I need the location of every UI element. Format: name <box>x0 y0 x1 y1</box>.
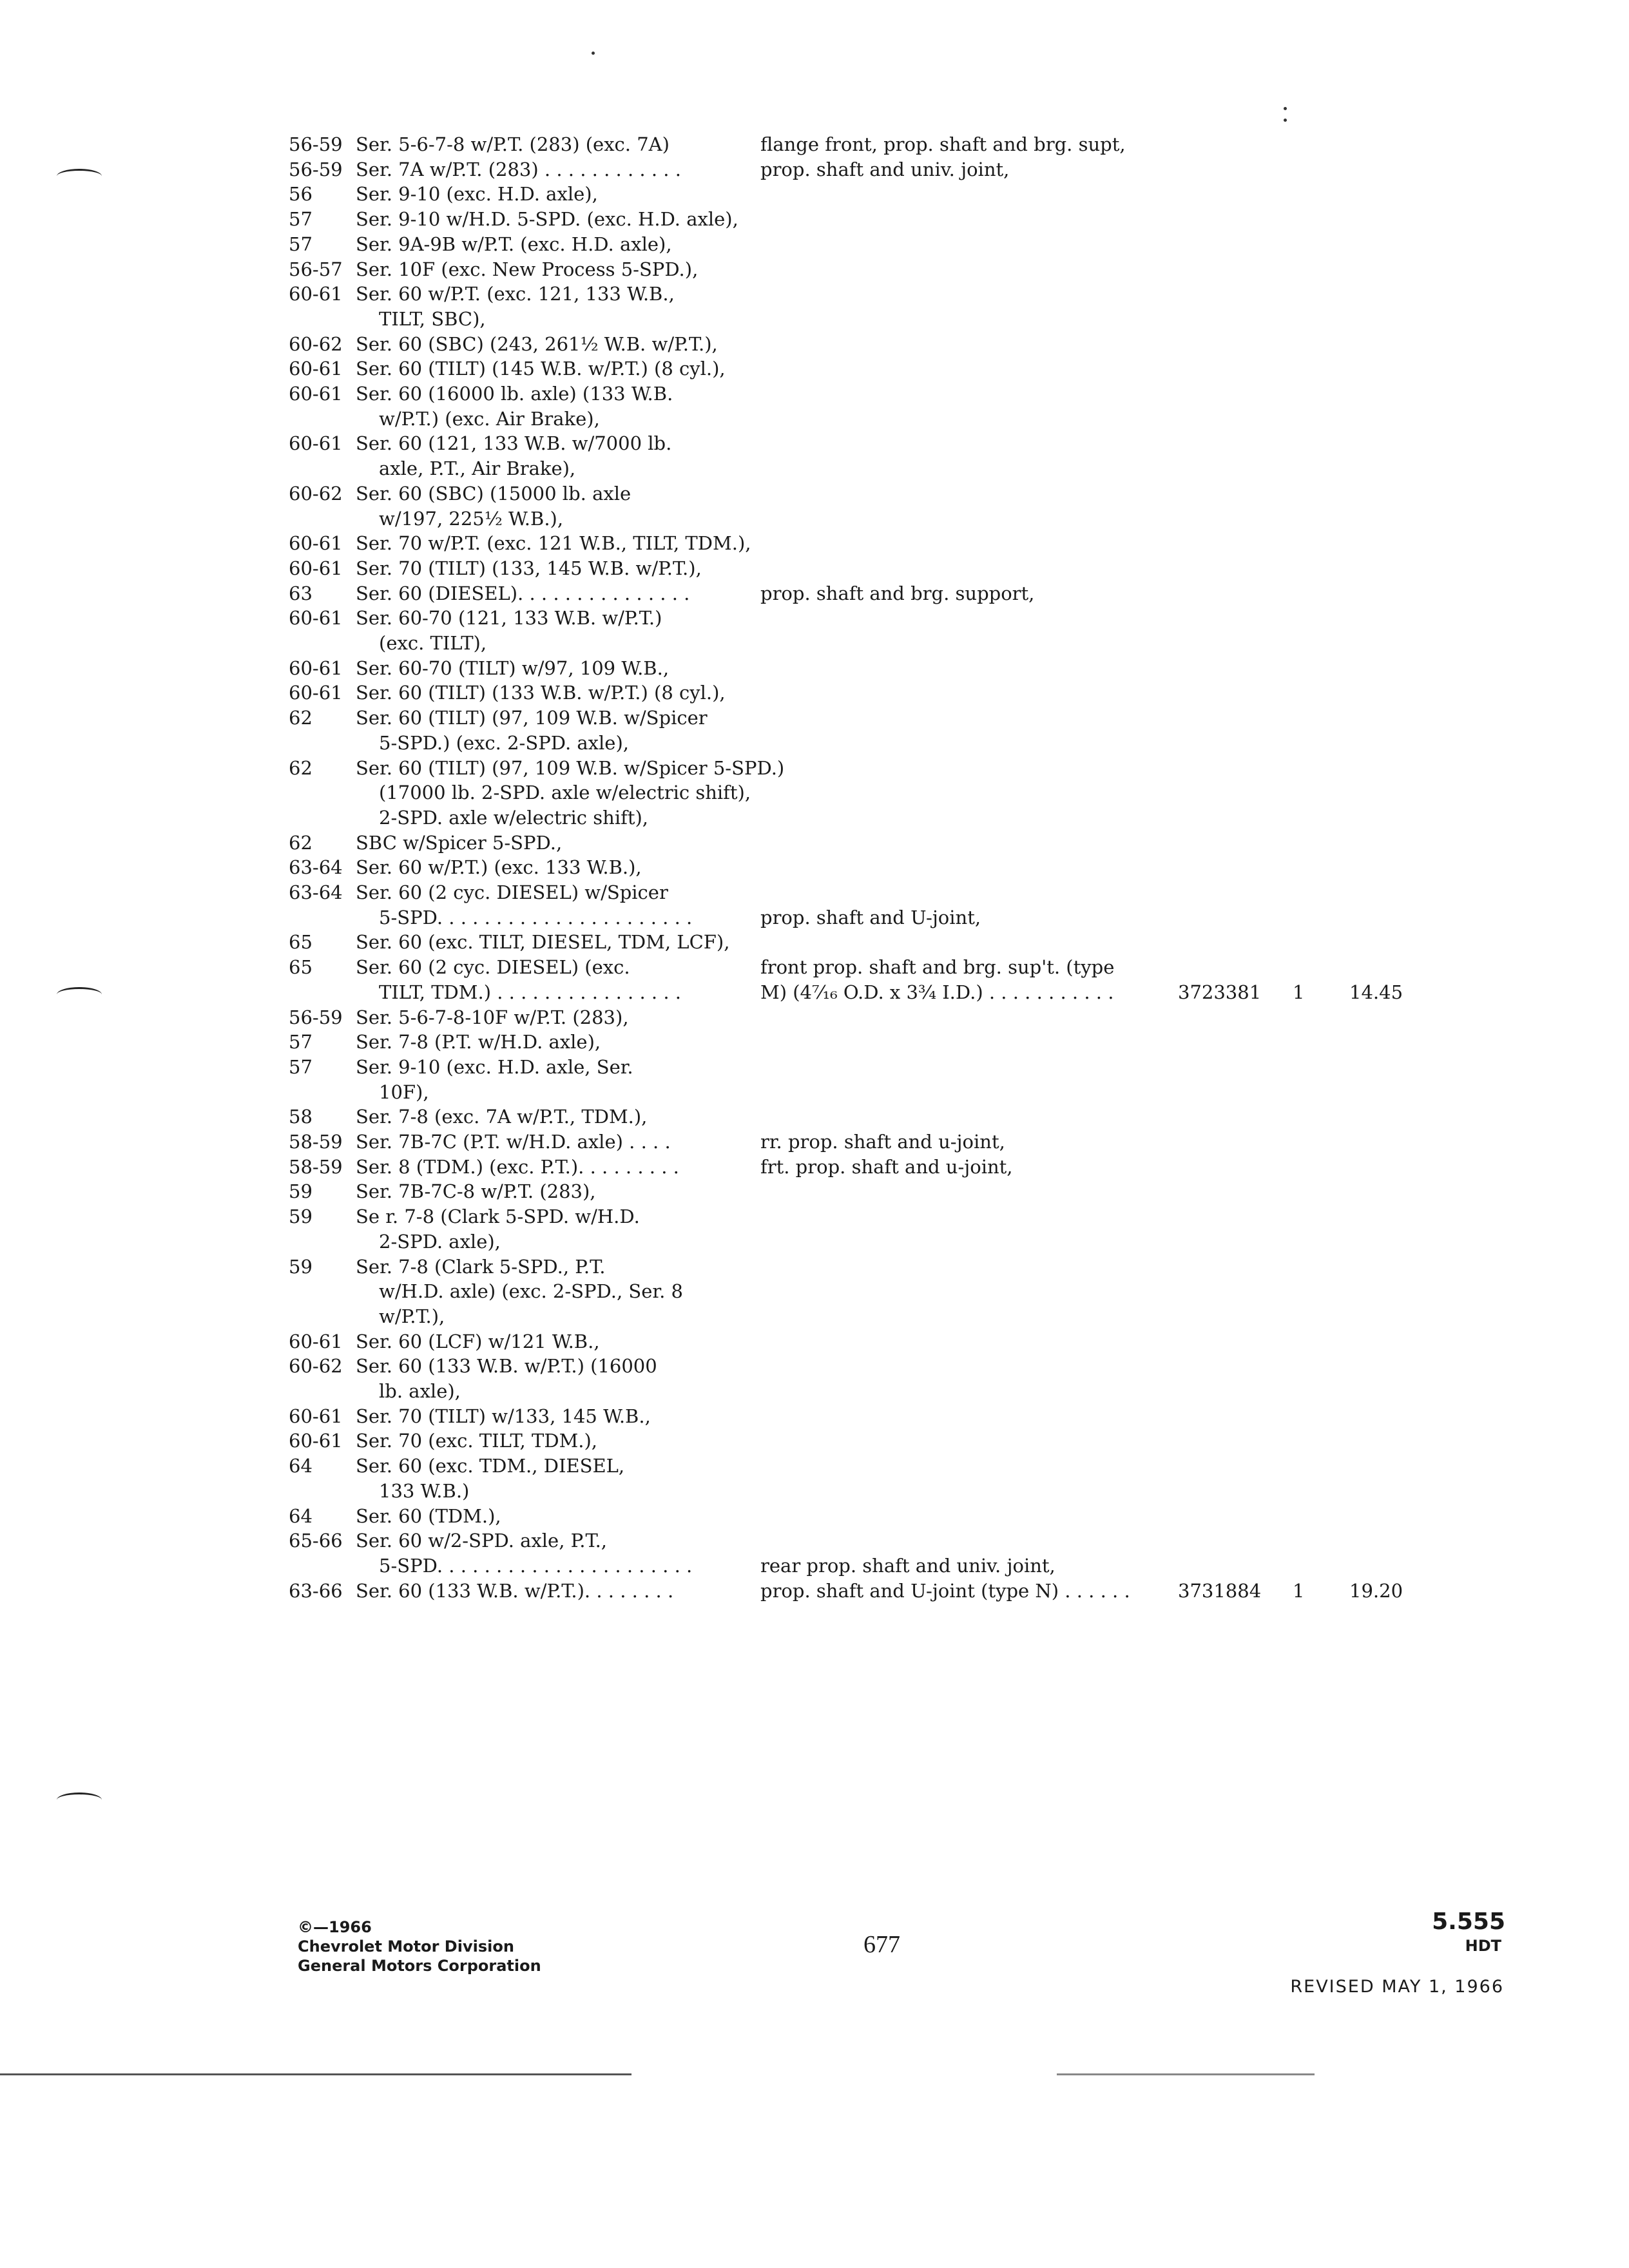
application: Ser. 9A-9B w/P.T. (exc. H.D. axle), <box>356 233 672 255</box>
application: Ser. 8 (TDM.) (exc. P.T.). . . . . . . . . <box>356 1156 679 1178</box>
list-price: 14.45 <box>1349 981 1403 1003</box>
application: Ser. 60 (121, 133 W.B. w/7000 lb. <box>356 432 672 454</box>
catalog-row <box>0 430 1629 456</box>
part-description: rear prop. shaft and univ. joint, <box>760 1555 1055 1577</box>
catalog-row <box>0 381 1629 407</box>
model-years: 57 <box>289 1031 313 1053</box>
catalog-row <box>0 755 1629 781</box>
model-years: 60-61 <box>289 383 343 405</box>
application: 133 W.B.) <box>379 1480 470 1502</box>
application: Ser. 60 (TILT) (97, 109 W.B. w/Spicer <box>356 707 708 729</box>
catalog-row <box>0 854 1629 880</box>
application: Ser. 70 (TILT) (133, 145 W.B. w/P.T.), <box>356 557 702 579</box>
model-years: 59 <box>289 1180 313 1202</box>
application: Ser. 60 w/P.T. (exc. 121, 133 W.B., <box>356 283 675 305</box>
catalog-row <box>0 131 1629 157</box>
application: Ser. 9-10 (exc. H.D. axle, Ser. <box>356 1056 633 1078</box>
model-years: 56-57 <box>289 258 343 280</box>
model-years: 60-62 <box>289 1355 343 1377</box>
application: Ser. 60 (DIESEL). . . . . . . . . . . . . . . <box>356 582 690 604</box>
model-years: 60-61 <box>289 1430 343 1452</box>
catalog-row <box>0 231 1629 257</box>
application: 2-SPD. axle w/electric shift), <box>379 807 649 829</box>
catalog-row <box>0 1154 1629 1180</box>
revision-date: REVISED MAY 1, 1966 <box>1290 1977 1504 1997</box>
model-years: 60-61 <box>289 532 343 554</box>
model-years: 60-61 <box>289 607 343 629</box>
application: Se r. 7-8 (Clark 5-SPD. w/H.D. <box>356 1206 640 1227</box>
part-description: M) (4⁷⁄₁₆ O.D. x 3¾ I.D.) . . . . . . . . . . . <box>760 981 1114 1003</box>
application: w/197, 225½ W.B.), <box>379 508 564 530</box>
application: Ser. 60-70 (121, 133 W.B. w/P.T.) <box>356 607 662 629</box>
catalog-row <box>0 157 1629 182</box>
catalog-row <box>0 1553 1629 1579</box>
catalog-row <box>0 1278 1629 1304</box>
application: Ser. 60 (TILT) (97, 109 W.B. w/Spicer 5-SPD.) <box>356 757 785 779</box>
application: Ser. 60 (TDM.), <box>356 1505 501 1527</box>
catalog-row <box>0 1478 1629 1504</box>
catalog-row <box>0 1079 1629 1105</box>
catalog-row <box>0 780 1629 805</box>
model-years: 64 <box>289 1505 313 1527</box>
catalog-row <box>0 1528 1629 1553</box>
catalog-row <box>0 1428 1629 1454</box>
model-years: 58-59 <box>289 1131 343 1153</box>
application: 2-SPD. axle), <box>379 1231 501 1253</box>
catalog-row <box>0 905 1629 930</box>
part-description: prop. shaft and U-joint (type N) . . . . . . <box>760 1580 1130 1602</box>
catalog-row <box>0 1303 1629 1329</box>
catalog-row <box>0 1029 1629 1055</box>
application: Ser. 70 (TILT) w/133, 145 W.B., <box>356 1405 651 1427</box>
model-years: 63-64 <box>289 856 343 878</box>
model-years: 60-61 <box>289 657 343 679</box>
application: TILT, SBC), <box>379 308 486 330</box>
speck <box>1284 119 1287 122</box>
division-name: Chevrolet Motor Division <box>298 1937 514 1956</box>
model-years: 59 <box>289 1256 313 1278</box>
catalog-row <box>0 1353 1629 1379</box>
catalog-row <box>0 879 1629 905</box>
catalog-row <box>0 605 1629 631</box>
application: axle, P.T., Air Brake), <box>379 457 576 479</box>
catalog-row <box>0 705 1629 731</box>
application: Ser. 7A w/P.T. (283) . . . . . . . . . . . . <box>356 159 681 180</box>
catalog-row <box>0 655 1629 681</box>
model-years: 60-62 <box>289 483 343 505</box>
part-number: 3731884 <box>1178 1580 1262 1602</box>
model-years: 59 <box>289 1206 313 1227</box>
catalog-row <box>0 206 1629 232</box>
catalog-row <box>0 1403 1629 1429</box>
application: Ser. 7-8 (P.T. w/H.D. axle), <box>356 1031 601 1053</box>
model-years: 60-61 <box>289 283 343 305</box>
bottom-rule-left <box>0 2073 631 2075</box>
catalog-row <box>0 1129 1629 1155</box>
catalog-row <box>0 1178 1629 1204</box>
application: Ser. 60 (SBC) (243, 261½ W.B. w/P.T.), <box>356 333 718 355</box>
application: w/P.T.) (exc. Air Brake), <box>379 408 600 430</box>
catalog-row <box>0 530 1629 556</box>
application: Ser. 7B-7C (P.T. w/H.D. axle) . . . . <box>356 1131 671 1153</box>
application: Ser. 70 w/P.T. (exc. 121 W.B., TILT, TDM.), <box>356 532 751 554</box>
application: lb. axle), <box>379 1380 461 1402</box>
catalog-row <box>0 331 1629 357</box>
application: Ser. 60 (exc. TDM., DIESEL, <box>356 1455 625 1477</box>
application: Ser. 60-70 (TILT) w/97, 109 W.B., <box>356 657 670 679</box>
copyright-block <box>298 1917 541 1975</box>
catalog-row <box>0 481 1629 506</box>
application: Ser. 9-10 (exc. H.D. axle), <box>356 183 598 205</box>
catalog-row <box>0 356 1629 381</box>
application: 5-SPD. . . . . . . . . . . . . . . . . . . . . . <box>379 907 693 928</box>
application: Ser. 7B-7C-8 w/P.T. (283), <box>356 1180 596 1202</box>
catalog-row <box>0 1229 1629 1254</box>
application: Ser. 60 (2 cyc. DIESEL) w/Spicer <box>356 881 668 903</box>
model-years: 60-61 <box>289 358 343 380</box>
model-years: 64 <box>289 1455 313 1477</box>
model-years: 62 <box>289 757 313 779</box>
catalog-row <box>0 1378 1629 1404</box>
model-years: 58-59 <box>289 1156 343 1178</box>
catalog-row <box>0 954 1629 980</box>
corporation-name: General Motors Corporation <box>298 1957 541 1975</box>
catalog-row <box>0 1503 1629 1529</box>
copyright-year: ©—1966 <box>298 1918 372 1936</box>
application: Ser. 60 (2 cyc. DIESEL) (exc. <box>356 956 630 978</box>
part-description: prop. shaft and U-joint, <box>760 907 981 928</box>
model-years: 62 <box>289 832 313 854</box>
application: w/H.D. axle) (exc. 2-SPD., Ser. 8 <box>379 1280 683 1302</box>
catalog-row <box>0 730 1629 756</box>
part-description: prop. shaft and univ. joint, <box>760 159 1010 180</box>
catalog-row <box>0 1254 1629 1280</box>
model-years: 63-66 <box>289 1580 343 1602</box>
page-number: 677 <box>863 1931 900 1958</box>
application: Ser. 60 (SBC) (15000 lb. axle <box>356 483 631 505</box>
application: Ser. 9-10 w/H.D. 5-SPD. (exc. H.D. axle), <box>356 208 738 230</box>
application: 5-SPD.) (exc. 2-SPD. axle), <box>379 732 630 754</box>
application: TILT, TDM.) . . . . . . . . . . . . . . . . <box>379 981 682 1003</box>
catalog-row <box>0 581 1629 606</box>
catalog-row <box>0 805 1629 831</box>
catalog-row <box>0 506 1629 532</box>
catalog-row <box>0 256 1629 282</box>
model-years: 60-61 <box>289 557 343 579</box>
binder-hole-mark <box>57 169 102 184</box>
catalog-row <box>0 1578 1629 1604</box>
application: Ser. 60 (TILT) (133 W.B. w/P.T.) (8 cyl.), <box>356 682 726 704</box>
catalog-row <box>0 1453 1629 1479</box>
part-description: prop. shaft and brg. support, <box>760 582 1035 604</box>
application: Ser. 60 w/P.T.) (exc. 133 W.B.), <box>356 856 642 878</box>
catalog-row <box>0 181 1629 207</box>
part-description: frt. prop. shaft and u-joint, <box>760 1156 1013 1178</box>
catalog-row <box>0 680 1629 706</box>
binder-hole-mark <box>57 1792 102 1807</box>
catalog-row <box>0 929 1629 955</box>
model-years: 60-61 <box>289 1331 343 1352</box>
part-number: 3723381 <box>1178 981 1262 1003</box>
catalog-row <box>0 1004 1629 1030</box>
catalog-row <box>0 555 1629 581</box>
model-years: 57 <box>289 233 313 255</box>
application: Ser. 60 (TILT) (145 W.B. w/P.T.) (8 cyl.), <box>356 358 726 380</box>
model-years: 60-62 <box>289 333 343 355</box>
model-years: 57 <box>289 208 313 230</box>
catalog-row <box>0 456 1629 481</box>
section-number: 5.555 <box>1432 1908 1505 1935</box>
application: Ser. 60 (exc. TILT, DIESEL, TDM, LCF), <box>356 931 730 953</box>
application: 5-SPD. . . . . . . . . . . . . . . . . . . . . . <box>379 1555 693 1577</box>
model-years: 60-61 <box>289 432 343 454</box>
catalog-row <box>0 1054 1629 1080</box>
application: (exc. TILT), <box>379 632 487 654</box>
catalog-row <box>0 281 1629 307</box>
model-years: 60-61 <box>289 1405 343 1427</box>
binder-hole-mark <box>57 987 102 1002</box>
application: Ser. 7-8 (exc. 7A w/P.T., TDM.), <box>356 1106 648 1128</box>
application: SBC w/Spicer 5-SPD., <box>356 832 563 854</box>
application: Ser. 60 (16000 lb. axle) (133 W.B. <box>356 383 673 405</box>
model-years: 65 <box>289 956 313 978</box>
bottom-rule-right <box>1057 2073 1315 2075</box>
application: Ser. 10F (exc. New Process 5-SPD.), <box>356 258 699 280</box>
model-years: 56 <box>289 183 313 205</box>
model-years: 58 <box>289 1106 313 1128</box>
model-years: 65 <box>289 931 313 953</box>
model-years: 56-59 <box>289 159 343 180</box>
speck <box>592 52 595 55</box>
model-years: 62 <box>289 707 313 729</box>
catalog-row <box>0 830 1629 856</box>
catalog-row <box>0 1104 1629 1129</box>
application: w/P.T.), <box>379 1305 445 1327</box>
application: 10F), <box>379 1081 429 1103</box>
catalog-row <box>0 306 1629 332</box>
application: Ser. 70 (exc. TILT, TDM.), <box>356 1430 598 1452</box>
catalog-row <box>0 1329 1629 1354</box>
model-years: 56-59 <box>289 133 343 155</box>
quantity: 1 <box>1293 981 1305 1003</box>
catalog-row <box>0 406 1629 432</box>
model-years: 57 <box>289 1056 313 1078</box>
application: (17000 lb. 2-SPD. axle w/electric shift), <box>379 782 751 803</box>
quantity: 1 <box>1293 1580 1305 1602</box>
model-years: 60-61 <box>289 682 343 704</box>
part-description: front prop. shaft and brg. sup't. (type <box>760 956 1115 978</box>
part-description: flange front, prop. shaft and brg. supt, <box>760 133 1126 155</box>
application: Ser. 60 (133 W.B. w/P.T.) (16000 <box>356 1355 657 1377</box>
model-years: 63 <box>289 582 313 604</box>
speck <box>1284 107 1287 110</box>
catalog-row <box>0 979 1629 1005</box>
catalog-row <box>0 630 1629 656</box>
application: Ser. 5-6-7-8 w/P.T. (283) (exc. 7A) <box>356 133 670 155</box>
application: Ser. 7-8 (Clark 5-SPD., P.T. <box>356 1256 606 1278</box>
model-years: 56-59 <box>289 1006 343 1028</box>
application: Ser. 5-6-7-8-10F w/P.T. (283), <box>356 1006 629 1028</box>
catalog-row <box>0 1204 1629 1229</box>
list-price: 19.20 <box>1349 1580 1403 1602</box>
model-years: 65-66 <box>289 1530 343 1552</box>
group-code: HDT <box>1465 1937 1501 1955</box>
application: Ser. 60 (133 W.B. w/P.T.). . . . . . . . <box>356 1580 674 1602</box>
application: Ser. 60 (LCF) w/121 W.B., <box>356 1331 600 1352</box>
application: Ser. 60 w/2-SPD. axle, P.T., <box>356 1530 608 1552</box>
part-description: rr. prop. shaft and u-joint, <box>760 1131 1005 1153</box>
model-years: 63-64 <box>289 881 343 903</box>
